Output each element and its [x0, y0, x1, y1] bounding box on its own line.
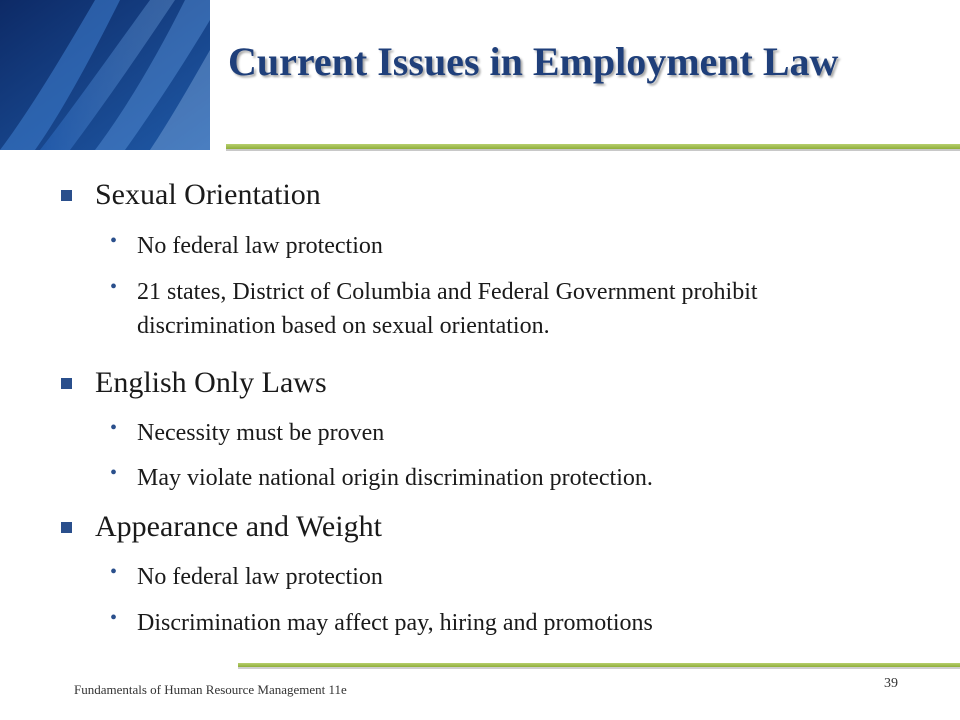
dot-bullet-icon: • [110, 230, 118, 252]
bullet-text: No federal law protection [137, 233, 383, 259]
footer-course-title: Fundamentals of Human Resource Management 11e [74, 682, 347, 697]
dot-bullet-icon: • [110, 417, 118, 439]
bullet-text: Necessity must be proven [137, 420, 385, 446]
section-heading: Sexual Orientation [95, 178, 321, 211]
page-number: 39 [884, 676, 898, 691]
dot-bullet-icon: • [110, 276, 118, 298]
square-bullet-icon [61, 190, 72, 201]
section-heading: Appearance and Weight [95, 510, 382, 543]
bullet-text: May violate national origin discrimination protection. [137, 465, 653, 491]
section-heading: English Only Laws [95, 366, 327, 399]
slide-title: Current Issues in Employment Law [228, 39, 839, 84]
square-bullet-icon [61, 522, 72, 533]
bullet-text: No federal law protection [137, 564, 383, 590]
dot-bullet-icon: • [110, 462, 118, 484]
bullet-text: Discrimination may affect pay, hiring and promotions [137, 610, 653, 636]
footer-divider-shadow [238, 667, 960, 669]
dot-bullet-icon: • [110, 561, 118, 583]
square-bullet-icon [61, 378, 72, 389]
dot-bullet-icon: • [110, 607, 118, 629]
bullet-text: 21 states, District of Columbia and Federal Government prohibit discrimination based on sexual orientation. [137, 279, 758, 339]
